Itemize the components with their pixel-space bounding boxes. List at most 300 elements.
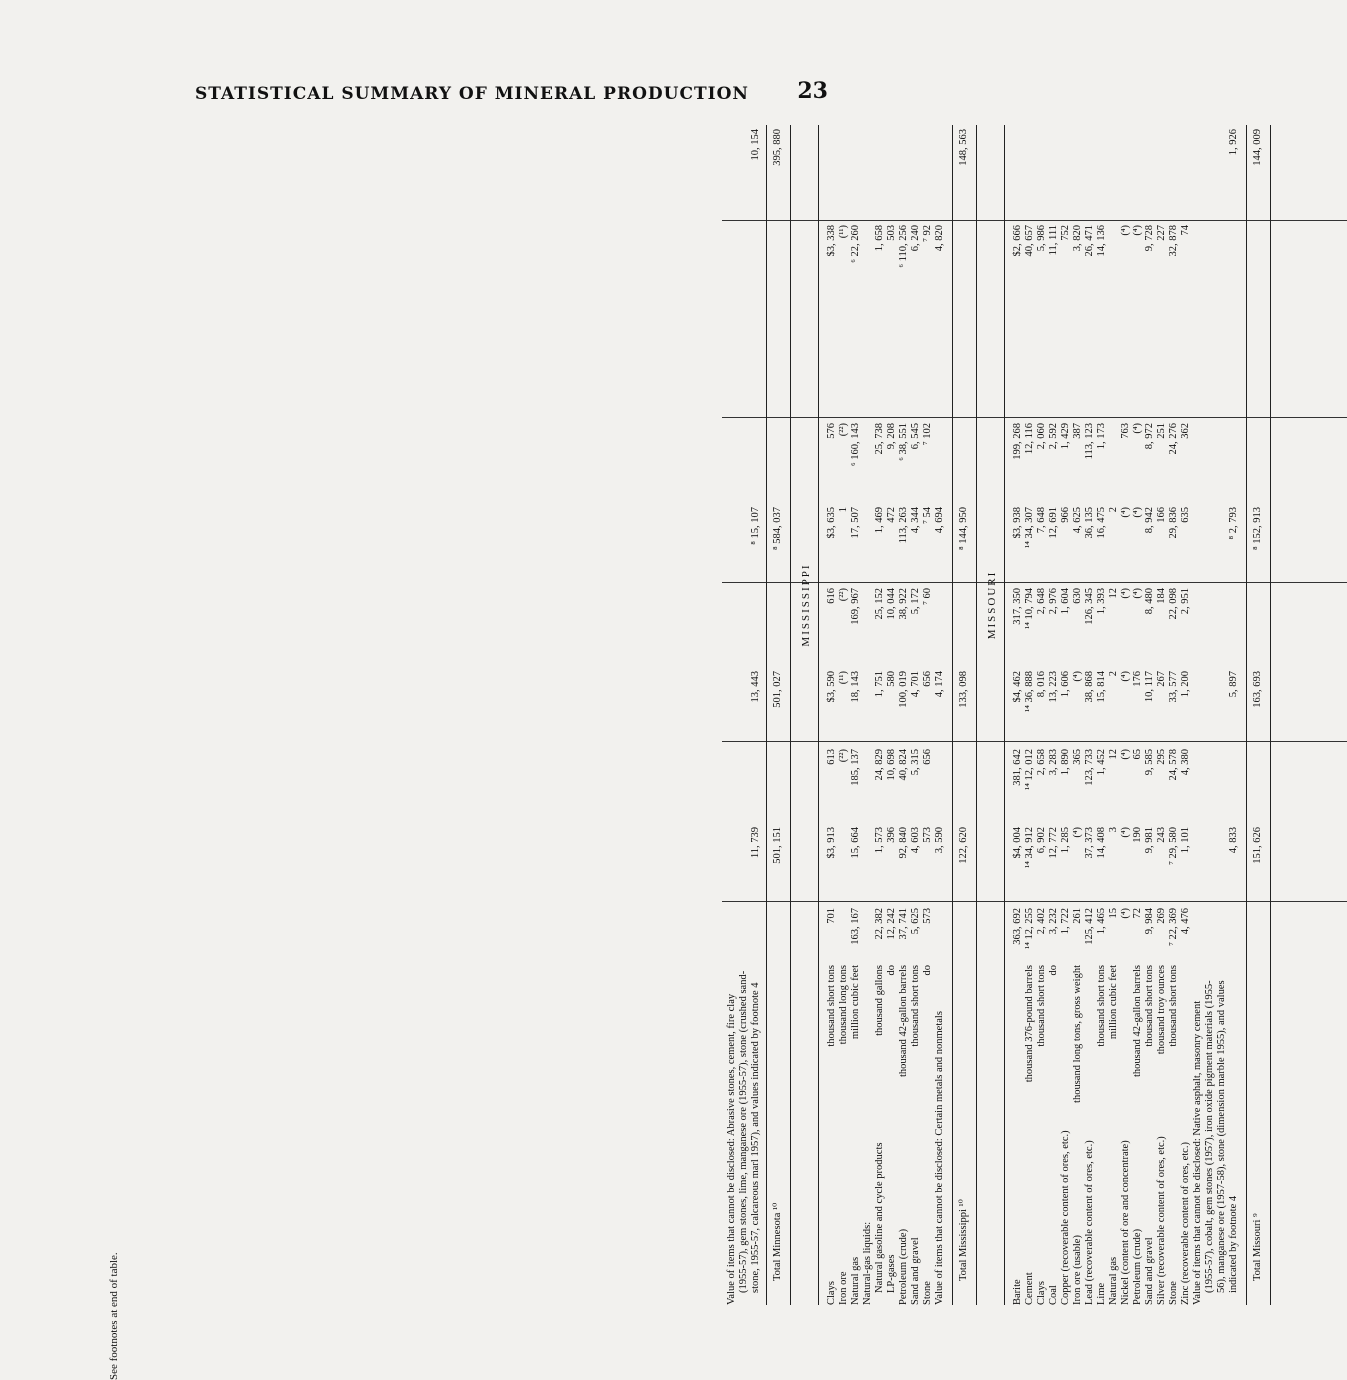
value-cell: ⁷ 54 xyxy=(922,507,933,524)
value-cell: 123, 733 xyxy=(1084,749,1095,786)
value-cell: 4, 603 xyxy=(910,827,921,854)
table-row xyxy=(1084,125,1096,1305)
page-number: 23 xyxy=(797,78,828,104)
rule xyxy=(1004,125,1005,1305)
value-cell: 25, 738 xyxy=(874,423,885,455)
value-cell: 616 xyxy=(826,588,837,604)
value-cell: ⁸ 584, 037 xyxy=(772,507,783,551)
value-cell: 5, 625 xyxy=(910,908,921,935)
row-label: Barite xyxy=(1012,1279,1023,1305)
value-cell: 113, 263 xyxy=(898,507,909,544)
value-cell: ⁷ 92 xyxy=(922,225,933,242)
value-cell: 4, 344 xyxy=(910,507,921,534)
value-cell: (⁴) xyxy=(1120,588,1131,599)
row-label: Lead (recoverable content of ores, etc.) xyxy=(1084,1140,1095,1305)
rule xyxy=(976,125,977,1305)
value-cell: 126, 345 xyxy=(1084,588,1095,625)
value-cell: ¹⁴ 34, 912 xyxy=(1024,827,1035,868)
value-cell: 13, 223 xyxy=(1048,671,1059,703)
value-cell: 4, 476 xyxy=(1180,908,1191,935)
value-cell: $3, 590 xyxy=(826,671,837,703)
value-cell: 1, 101 xyxy=(1180,827,1191,854)
table-row xyxy=(1096,125,1108,1305)
unit-label: thousand short tons xyxy=(1096,965,1107,1047)
row-label: 56), manganese ore (1957-58), stone (dimension marble 1955), and values xyxy=(1216,980,1227,1293)
value-cell: 3 xyxy=(1108,827,1119,833)
value-cell: 190 xyxy=(1132,827,1143,843)
value-cell: 29, 836 xyxy=(1168,507,1179,539)
value-cell: 40, 657 xyxy=(1024,225,1035,257)
minnesota-total-row xyxy=(772,125,784,1305)
value-cell: 4, 380 xyxy=(1180,749,1191,776)
unit-label: thousand long tons xyxy=(838,965,849,1045)
row-label: Natural gas xyxy=(850,1256,861,1305)
unit-label: thousand 42-gallon barrels xyxy=(898,965,909,1077)
section-title-mississippi: MISSISSIPPI xyxy=(800,563,812,647)
value-cell: 184 xyxy=(1156,588,1167,604)
value-cell: 1, 926 xyxy=(1228,129,1239,156)
row-label: Petroleum (crude) xyxy=(1132,1228,1143,1305)
minnesota-undisclosed-row xyxy=(738,125,750,1305)
value-cell: 1, 658 xyxy=(874,225,885,252)
table-row xyxy=(850,125,862,1305)
value-cell: (²²) xyxy=(838,588,849,602)
missouri-total-row xyxy=(1252,125,1264,1305)
table-row xyxy=(1180,125,1192,1305)
value-cell: 1, 452 xyxy=(1096,749,1107,776)
value-cell: 6, 240 xyxy=(910,225,921,252)
value-cell: 1, 393 xyxy=(1096,588,1107,615)
value-cell: ⁶ 110, 256 xyxy=(898,225,909,268)
table-row xyxy=(1156,125,1168,1305)
value-cell: 5, 897 xyxy=(1228,671,1239,698)
value-cell: 113, 123 xyxy=(1084,423,1095,460)
value-cell: 243 xyxy=(1156,827,1167,843)
value-cell: 4, 625 xyxy=(1072,507,1083,534)
row-label: Stone xyxy=(922,1281,933,1305)
minnesota-undisclosed-row xyxy=(750,125,762,1305)
value-cell: $3, 338 xyxy=(826,225,837,257)
value-cell: 1, 285 xyxy=(1060,827,1071,854)
missouri-undisclosed-row xyxy=(1204,125,1216,1305)
value-cell: 38, 868 xyxy=(1084,671,1095,703)
row-label: Nickel (content of ore and concentrate) xyxy=(1120,1140,1131,1305)
value-cell: 14, 408 xyxy=(1096,827,1107,859)
row-label: Clays xyxy=(1036,1281,1047,1305)
running-title: STATISTICAL SUMMARY OF MINERAL PRODUCTION xyxy=(195,84,749,104)
value-cell: 169, 967 xyxy=(850,588,861,625)
value-cell: 1, 200 xyxy=(1180,671,1191,698)
value-cell: 10, 698 xyxy=(886,749,897,781)
table-row xyxy=(898,125,910,1305)
unit-label: thousand short tons xyxy=(1036,965,1047,1047)
value-cell: 14, 136 xyxy=(1096,225,1107,257)
section-title-missouri: MISSOURI xyxy=(986,570,998,640)
unit-label: thousand gallons xyxy=(874,965,885,1036)
value-cell: 4, 174 xyxy=(934,671,945,698)
value-cell: 1, 465 xyxy=(1096,908,1107,935)
row-label: Petroleum (crude) xyxy=(898,1228,909,1305)
value-cell: (⁴) xyxy=(1072,671,1083,682)
table-row xyxy=(826,125,838,1305)
row-label: Value of items that cannot be disclosed: Abrasive stones, cement, fire clay xyxy=(726,993,737,1305)
rule xyxy=(766,125,767,1305)
value-cell: 501, 027 xyxy=(772,671,783,708)
value-cell: 396 xyxy=(886,827,897,843)
table-row xyxy=(1048,125,1060,1305)
value-cell: ⁶ 160, 143 xyxy=(850,423,861,467)
value-cell: 227 xyxy=(1156,225,1167,241)
value-cell: 10, 154 xyxy=(750,129,761,161)
value-cell: 185, 137 xyxy=(850,749,861,786)
value-cell: 12 xyxy=(1108,749,1119,760)
table-row xyxy=(1120,125,1132,1305)
total-label: Total Mississippi ¹⁰ xyxy=(958,1199,969,1281)
value-cell: 3, 232 xyxy=(1048,908,1059,935)
value-cell: 199, 268 xyxy=(1012,423,1023,460)
rule xyxy=(1270,125,1271,1305)
value-cell: $3, 938 xyxy=(1012,507,1023,539)
table-row xyxy=(1072,125,1084,1305)
value-cell: 24, 276 xyxy=(1168,423,1179,455)
rule xyxy=(952,125,953,1305)
value-cell: ⁷ 22, 369 xyxy=(1168,908,1179,946)
row-label: LP-gases xyxy=(886,1254,897,1293)
value-cell: 17, 507 xyxy=(850,507,861,539)
value-cell: 2 xyxy=(1108,671,1119,677)
total-label: Total Minnesota ¹⁰ xyxy=(772,1202,783,1281)
value-cell: 3, 820 xyxy=(1072,225,1083,252)
value-cell: 613 xyxy=(826,749,837,765)
value-cell: 365 xyxy=(1072,749,1083,765)
table-row xyxy=(838,125,850,1305)
total-label: Total Missouri ⁹ xyxy=(1252,1213,1263,1281)
value-cell: 1, 429 xyxy=(1060,423,1071,450)
value-cell: 9, 984 xyxy=(1144,908,1155,935)
row-label: Silver (recoverable content of ores, etc.) xyxy=(1156,1136,1167,1305)
value-cell: 33, 577 xyxy=(1168,671,1179,703)
value-cell: (⁴) xyxy=(1132,423,1143,434)
value-cell: 1 xyxy=(838,507,849,513)
value-cell: 166 xyxy=(1156,507,1167,523)
value-cell: 2, 976 xyxy=(1048,588,1059,615)
value-cell: 5, 986 xyxy=(1036,225,1047,252)
value-cell: 32, 878 xyxy=(1168,225,1179,257)
page-header xyxy=(60,78,860,108)
value-cell: 630 xyxy=(1072,588,1083,604)
value-cell: 10, 044 xyxy=(886,588,897,620)
value-cell: 267 xyxy=(1156,671,1167,687)
value-cell: 573 xyxy=(922,827,933,843)
table-row xyxy=(1012,125,1024,1305)
value-cell: 5, 172 xyxy=(910,588,921,615)
value-cell: 295 xyxy=(1156,749,1167,765)
value-cell: 12, 691 xyxy=(1048,507,1059,539)
value-cell: 148, 563 xyxy=(958,129,969,166)
unit-label: million cubic feet xyxy=(850,965,861,1040)
value-cell: 12, 242 xyxy=(886,908,897,940)
value-cell: 580 xyxy=(886,671,897,687)
unit-label: thousand 376-pound barrels xyxy=(1024,965,1035,1083)
value-cell: 387 xyxy=(1072,423,1083,439)
unit-label: thousand 42-gallon barrels xyxy=(1132,965,1143,1077)
value-cell: 1, 469 xyxy=(874,507,885,534)
value-cell: 65 xyxy=(1132,749,1143,760)
value-cell: $4, 462 xyxy=(1012,671,1023,703)
row-label: indicated by footnote 4 xyxy=(1228,1195,1239,1293)
value-cell: $4, 004 xyxy=(1012,827,1023,859)
value-cell: 12 xyxy=(1108,588,1119,599)
row-label: Sand and gravel xyxy=(910,1237,921,1305)
unit-label: thousand short tons xyxy=(910,965,921,1047)
row-label: Value of items that cannot be disclosed: Certain metals and nonmetals xyxy=(934,1011,945,1305)
unit-label: do xyxy=(886,965,897,976)
value-cell: ⁸ 152, 913 xyxy=(1252,507,1263,551)
value-cell: 9, 728 xyxy=(1144,225,1155,252)
value-cell: (⁴) xyxy=(1132,588,1143,599)
value-cell: 163, 693 xyxy=(1252,671,1263,708)
value-cell: 5, 315 xyxy=(910,749,921,776)
footnote-text: See footnotes at end of table. xyxy=(108,1252,120,1380)
value-cell: 362 xyxy=(1180,423,1191,439)
value-cell: 15, 664 xyxy=(850,827,861,859)
unit-label: million cubic feet xyxy=(1108,965,1119,1040)
table-row xyxy=(1132,125,1144,1305)
value-cell: ⁷ 102 xyxy=(922,423,933,446)
value-cell: $3, 913 xyxy=(826,827,837,859)
value-cell: 37, 741 xyxy=(898,908,909,940)
value-cell: 2, 592 xyxy=(1048,423,1059,450)
value-cell: 3, 283 xyxy=(1048,749,1059,776)
table-row xyxy=(934,125,946,1305)
row-label: Natural-gas liquids: xyxy=(862,1221,873,1305)
value-cell: (⁴) xyxy=(1120,908,1131,919)
value-cell: 9, 208 xyxy=(886,423,897,450)
row-label: Iron ore xyxy=(838,1271,849,1305)
value-cell: 656 xyxy=(922,671,933,687)
unit-label: thousand long tons, gross weight xyxy=(1072,965,1083,1103)
row-label: Value of items that cannot be disclosed: Native asphalt, masonry cement xyxy=(1192,1000,1203,1305)
value-cell: 2, 658 xyxy=(1036,749,1047,776)
value-cell: (⁴) xyxy=(1072,827,1083,838)
value-cell: 36, 135 xyxy=(1084,507,1095,539)
value-cell: (¹¹) xyxy=(838,671,849,685)
row-label: Sand and gravel xyxy=(1144,1237,1155,1305)
value-cell: 966 xyxy=(1060,507,1071,523)
value-cell: 8, 942 xyxy=(1144,507,1155,534)
value-cell: $2, 666 xyxy=(1012,225,1023,257)
rule xyxy=(818,125,819,1305)
value-cell: 125, 412 xyxy=(1084,908,1095,945)
unit-label: thousand short tons xyxy=(1168,965,1179,1047)
table-row xyxy=(874,125,886,1305)
row-label: Lime xyxy=(1096,1282,1107,1305)
value-cell: 251 xyxy=(1156,423,1167,439)
value-cell: 10, 117 xyxy=(1144,671,1155,703)
value-cell: 1, 751 xyxy=(874,671,885,698)
value-cell: 25, 152 xyxy=(874,588,885,620)
value-cell: 15, 814 xyxy=(1096,671,1107,703)
value-cell: 100, 019 xyxy=(898,671,909,708)
value-cell: 176 xyxy=(1132,671,1143,687)
value-cell: 40, 824 xyxy=(898,749,909,781)
value-cell: ⁶ 38, 551 xyxy=(898,423,909,461)
value-cell: 1, 606 xyxy=(1060,671,1071,698)
value-cell: 503 xyxy=(886,225,897,241)
value-cell: 18, 143 xyxy=(850,671,861,703)
value-cell: 11, 739 xyxy=(750,827,761,859)
value-cell: 9, 585 xyxy=(1144,749,1155,776)
value-cell: 2, 648 xyxy=(1036,588,1047,615)
value-cell: 381, 642 xyxy=(1012,749,1023,786)
table-row xyxy=(922,125,934,1305)
missouri-undisclosed-row xyxy=(1228,125,1240,1305)
value-cell: 8, 016 xyxy=(1036,671,1047,698)
missouri-undisclosed-row xyxy=(1216,125,1228,1305)
value-cell: 15 xyxy=(1108,908,1119,919)
unit-label: thousand short tons xyxy=(826,965,837,1047)
row-label: (1955-57), cobalt, gem stones (1957), iron oxide pigment materials (1955- xyxy=(1204,980,1215,1293)
table-row xyxy=(1168,125,1180,1305)
value-cell: (⁴) xyxy=(1120,749,1131,760)
value-cell: 1, 890 xyxy=(1060,749,1071,776)
value-cell: 4, 701 xyxy=(910,671,921,698)
value-cell: 12, 772 xyxy=(1048,827,1059,859)
value-cell: 3, 590 xyxy=(934,827,945,854)
value-cell: 576 xyxy=(826,423,837,439)
value-cell: 269 xyxy=(1156,908,1167,924)
value-cell: 4, 694 xyxy=(934,507,945,534)
value-cell: (⁴) xyxy=(1132,225,1143,236)
value-cell: ⁸ 2, 793 xyxy=(1228,507,1239,540)
row-label: Natural gasoline and cycle products xyxy=(874,1142,885,1293)
value-cell: 1, 722 xyxy=(1060,908,1071,935)
value-cell: 24, 829 xyxy=(874,749,885,781)
value-cell: 4, 820 xyxy=(934,225,945,252)
table-row xyxy=(1024,125,1036,1305)
value-cell: 7, 648 xyxy=(1036,507,1047,534)
table-row xyxy=(910,125,922,1305)
value-cell: 2, 951 xyxy=(1180,588,1191,615)
value-cell: 752 xyxy=(1060,225,1071,241)
value-cell: 22, 098 xyxy=(1168,588,1179,620)
missouri-undisclosed-row xyxy=(1192,125,1204,1305)
value-cell: $3, 635 xyxy=(826,507,837,539)
value-cell: 573 xyxy=(922,908,933,924)
value-cell: 11, 111 xyxy=(1048,225,1059,256)
value-cell: 72 xyxy=(1132,908,1143,919)
value-cell: 1, 604 xyxy=(1060,588,1071,615)
unit-label: do xyxy=(922,965,933,976)
value-cell: 37, 373 xyxy=(1084,827,1095,859)
row-label: (1955-57), gem stones, lime, manganese ore (1955-57), stone (crushed sand- xyxy=(738,970,749,1293)
row-label: Zinc (recoverable content of ores, etc.) xyxy=(1180,1142,1191,1305)
value-cell: 656 xyxy=(922,749,933,765)
row-label: Cement xyxy=(1024,1272,1035,1305)
value-cell: ¹⁴ 12, 255 xyxy=(1024,908,1035,949)
value-cell: ¹⁴ 10, 794 xyxy=(1024,588,1035,629)
value-cell: (⁴) xyxy=(1132,507,1143,518)
value-cell: ⁸ 15, 107 xyxy=(750,507,761,545)
value-cell: 472 xyxy=(886,507,897,523)
unit-label: do xyxy=(1048,965,1059,976)
value-cell: 122, 620 xyxy=(958,827,969,864)
value-cell: 1, 173 xyxy=(1096,423,1107,450)
value-cell: 8, 480 xyxy=(1144,588,1155,615)
row-label: Natural gas xyxy=(1108,1256,1119,1305)
value-cell: 701 xyxy=(826,908,837,924)
table-row xyxy=(862,125,874,1305)
value-cell: 144, 009 xyxy=(1252,129,1263,166)
rule xyxy=(1246,125,1247,1305)
value-cell: (⁴) xyxy=(1120,225,1131,236)
value-cell: ⁷ 60 xyxy=(922,588,933,605)
value-cell: ¹⁴ 12, 012 xyxy=(1024,749,1035,790)
value-cell: 4, 833 xyxy=(1228,827,1239,854)
unit-label: thousand short tons xyxy=(1144,965,1155,1047)
row-label: Coal xyxy=(1048,1285,1059,1305)
value-cell: 26, 471 xyxy=(1084,225,1095,257)
value-cell: ⁸ 144, 950 xyxy=(958,507,969,551)
row-label: Clays xyxy=(826,1281,837,1305)
value-cell: 133, 098 xyxy=(958,671,969,708)
value-cell: 501, 151 xyxy=(772,827,783,864)
value-cell: ⁶ 22, 260 xyxy=(850,225,861,263)
value-cell: 92, 840 xyxy=(898,827,909,859)
value-cell: 12, 116 xyxy=(1024,423,1035,455)
value-cell: 2, 060 xyxy=(1036,423,1047,450)
table-row xyxy=(1108,125,1120,1305)
table-row xyxy=(1060,125,1072,1305)
value-cell: (⁴) xyxy=(1120,671,1131,682)
value-cell: 763 xyxy=(1120,423,1131,439)
value-cell: 9, 981 xyxy=(1144,827,1155,854)
row-label: Iron ore (usable) xyxy=(1072,1235,1083,1305)
value-cell: 363, 692 xyxy=(1012,908,1023,945)
value-cell: ¹⁴ 34, 307 xyxy=(1024,507,1035,548)
value-cell: 635 xyxy=(1180,507,1191,523)
value-cell: ⁷ 29, 580 xyxy=(1168,827,1179,865)
unit-label: thousand troy ounces xyxy=(1156,965,1167,1055)
row-label: Copper (recoverable content of ores, etc.) xyxy=(1060,1130,1071,1305)
row-label: Stone xyxy=(1168,1281,1179,1305)
value-cell: 74 xyxy=(1180,225,1191,236)
value-cell: (⁴) xyxy=(1120,507,1131,518)
value-cell: 13, 443 xyxy=(750,671,761,703)
value-cell: 16, 475 xyxy=(1096,507,1107,539)
value-cell: (¹¹) xyxy=(838,225,849,239)
table-row xyxy=(886,125,898,1305)
value-cell: 2, 402 xyxy=(1036,908,1047,935)
value-cell: 8, 972 xyxy=(1144,423,1155,450)
row-label: stone, 1955-57, calcareous marl 1957), and values indicated by footnote 4 xyxy=(750,982,761,1293)
value-cell: 151, 626 xyxy=(1252,827,1263,864)
value-cell: 395, 880 xyxy=(772,129,783,166)
minnesota-undisclosed-row xyxy=(726,125,738,1305)
value-cell: 22, 382 xyxy=(874,908,885,940)
value-cell: (²²) xyxy=(838,749,849,763)
value-cell: 317, 350 xyxy=(1012,588,1023,625)
value-cell: 6, 902 xyxy=(1036,827,1047,854)
mississippi-total-row xyxy=(958,125,970,1305)
value-cell: 1, 573 xyxy=(874,827,885,854)
table-row xyxy=(1036,125,1048,1305)
rotated-statistics-table xyxy=(722,125,1347,1305)
value-cell: 2 xyxy=(1108,507,1119,513)
value-cell: 24, 578 xyxy=(1168,749,1179,781)
value-cell: 261 xyxy=(1072,908,1083,924)
table-row xyxy=(1144,125,1156,1305)
